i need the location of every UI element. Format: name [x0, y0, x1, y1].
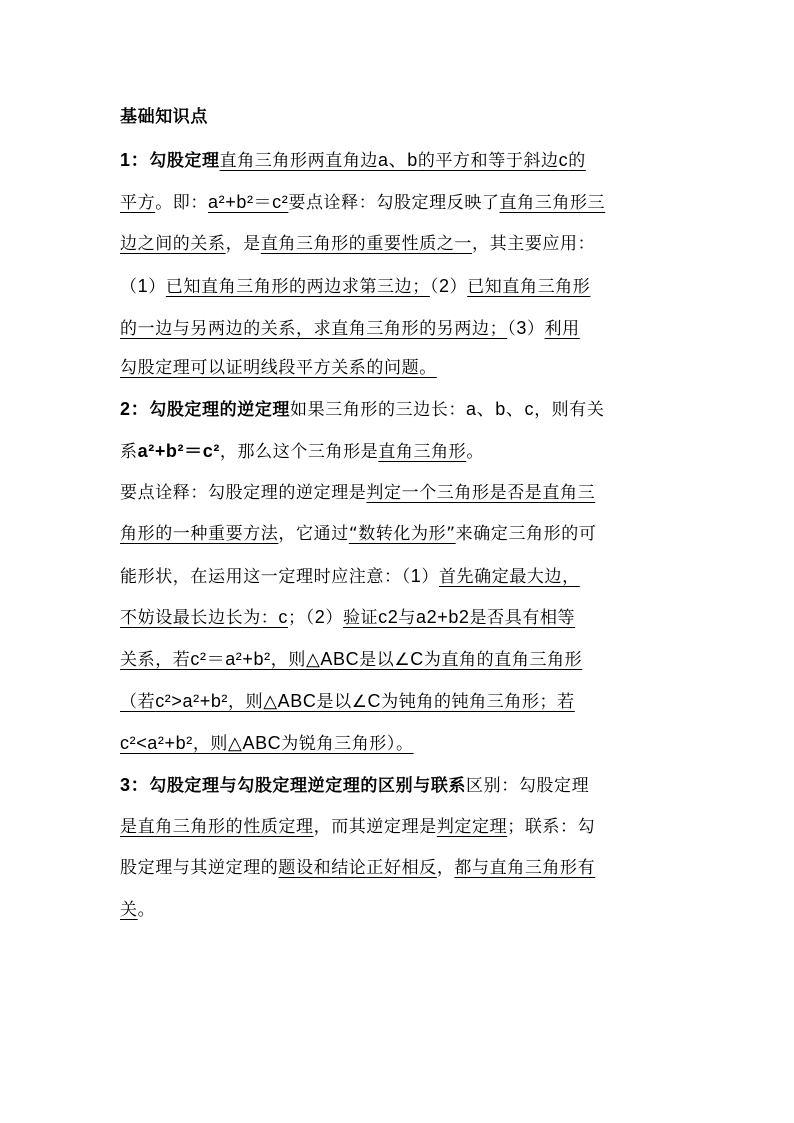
s2-l7-u2: ，则 — [270, 650, 306, 670]
s2-line-6 — [120, 604, 680, 631]
s3-line-3 — [120, 855, 680, 881]
s1-l6-u: 勾股定理可以证明线段平方关系的问题。 — [120, 358, 437, 378]
s1-l3-t2: ，其主要应用： — [472, 234, 596, 254]
s2-l4-u: 角形的一种重要方法 — [120, 524, 279, 544]
s3-l3-u: 题设和结论正好相反 — [278, 858, 437, 878]
s2-l5-u: 首先确定最大边， — [438, 567, 580, 587]
s2-l8-u: （若 — [120, 692, 156, 712]
s2-l8-u3: 是以∠ — [316, 692, 368, 712]
s1-def-part2: 的平方和等于斜边 — [417, 151, 559, 171]
s2-l3-t: 要点诠释：勾股定理的逆定理是 — [120, 483, 367, 503]
s2-l4-t: ，它通过 — [278, 524, 349, 544]
s2-line-2 — [120, 438, 680, 465]
s2-l9-triangle: △ABC — [228, 733, 282, 753]
s2-l7-C: C — [410, 649, 424, 669]
s2-l6-n: 2 — [314, 607, 326, 627]
s2-l4-t2: 来确定三角形的可 — [455, 524, 597, 544]
s2-l6-ab2: a2+b2 — [415, 607, 470, 627]
s2-line-8 — [120, 688, 680, 715]
s3-l2-t2: ；联系：勾 — [507, 817, 596, 837]
s2-l1-t2: ，则有关 — [534, 400, 605, 420]
s1-line-6 — [120, 355, 680, 381]
s1-line-2 — [120, 189, 680, 216]
s1-l2-u2: 直角三角形三 — [499, 193, 606, 213]
s3-line-1 — [120, 772, 680, 799]
s2-theorem-name: 勾股定理的逆定理 — [149, 400, 291, 420]
s2-line-1 — [120, 396, 680, 423]
s2-l1-t: 如果三角形的三边长： — [290, 400, 467, 420]
s2-l7-formula: c²＝a²+b² — [190, 649, 271, 669]
s1-c: c — [558, 150, 569, 170]
s3-l4-u: 关 — [120, 900, 138, 920]
s1-l3-u: 边之间的关系 — [120, 234, 226, 254]
s2-l6-u4: 是否具有相等 — [469, 608, 576, 628]
s1-def-part3: 的 — [568, 151, 586, 171]
s2-l6-u: 不妨设最长边长为： — [120, 608, 279, 628]
s2-l4-u2: “数转化为形” — [348, 524, 456, 544]
s2-l8-C: C — [367, 691, 382, 711]
s3-line-4 — [120, 897, 680, 923]
s2-l7-triangle: △ABC — [305, 649, 360, 669]
s3-l4-t: 。 — [137, 900, 156, 920]
s1-l4-u2: 已知直角三角形 — [467, 277, 591, 297]
s1-l4-t: （ — [120, 277, 138, 297]
s1-l3-t: ，是 — [225, 234, 261, 254]
s1-line-5 — [120, 315, 680, 342]
section-title: 基础知识点 — [120, 107, 208, 127]
s2-l6-u3: 与 — [398, 608, 416, 628]
s1-formula: a²+b²＝c² — [208, 192, 289, 212]
s1-l4-n2: 2 — [438, 276, 450, 296]
s3-l3-t: 股定理与其逆定理的 — [120, 858, 279, 878]
s2-l2-t3: 。 — [466, 442, 484, 462]
s1-l5-u2: 利用 — [544, 319, 580, 339]
s2-l9-u2: 为锐角三角形）。 — [281, 734, 414, 754]
s1-l4-t3: ） — [449, 277, 468, 297]
s2-l7-u: 关系，若 — [120, 650, 191, 670]
s3-l2-u2: 判定定理 — [436, 817, 508, 837]
s2-l9-formula: c²<a²+b² — [120, 733, 193, 753]
s1-l4-t2: （ — [429, 277, 439, 297]
s1-l5-t2: ） — [526, 319, 545, 339]
s1-ab: a、b — [378, 150, 418, 170]
s1-l5-t: （ — [507, 319, 517, 339]
s2-l2-t: 系 — [120, 442, 138, 462]
s1-l4-t1: ） — [148, 277, 166, 297]
s3-l1-t: 区别：勾股定理 — [466, 776, 590, 796]
s1-number: 1： — [120, 150, 150, 170]
s2-l7-u4: 为直角的直角三角形 — [423, 650, 583, 670]
s2-l1-abc: a、b、c — [466, 399, 535, 419]
s1-theorem-name: 勾股定理 — [149, 151, 220, 171]
s2-l6-t2: ） — [325, 608, 343, 628]
s2-l7-u3: 是以∠ — [359, 650, 411, 670]
s2-l2-u: 直角三角形 — [378, 442, 467, 462]
s1-l3-u2: 直角三角形的重要性质之一 — [260, 234, 473, 254]
s2-l8-formula: c²>a²+b² — [155, 691, 229, 711]
s2-l6-c: c — [278, 607, 289, 627]
s1-line-4 — [120, 273, 680, 300]
s2-l5-t: 能形状，在运用这一定理时应注意：（ — [120, 567, 411, 587]
s2-line-7 — [120, 646, 680, 673]
s1-l4-u1: 已知直角三角形的两边求第三边； — [165, 277, 430, 297]
s2-l8-u4: 为钝角的钝角三角形；若 — [381, 692, 575, 712]
s2-l3-u: 判定一个三角形是否是直角三 — [366, 483, 596, 503]
s2-l5-t2: ） — [421, 567, 439, 587]
s2-l8-triangle: △ABC — [263, 691, 317, 711]
s1-l2-u: 平方 — [120, 193, 156, 213]
s3-l2-t: ，而其逆定理是 — [313, 817, 437, 837]
s2-l6-c2: c2 — [378, 607, 399, 627]
s2-l5-n: 1 — [410, 566, 422, 586]
s2-formula: a²+b²＝c² — [137, 441, 220, 461]
s1-def-part1: 直角三角形两直角边 — [219, 151, 379, 171]
s2-l8-u2: ，则 — [228, 692, 264, 712]
s3-l3-t2: ， — [436, 858, 455, 878]
s1-l5-n: 3 — [516, 318, 527, 338]
s3-heading: 勾股定理与勾股定理逆定理的区别与联系 — [149, 776, 467, 796]
s1-l2-t: 。即： — [155, 193, 209, 213]
s2-l2-t2: ，那么这个三角形是 — [219, 442, 379, 462]
s2-number: 2： — [120, 399, 150, 419]
s1-l2-t2: 要点诠释：勾股定理反映了 — [288, 193, 500, 213]
s3-number: 3： — [120, 775, 150, 795]
s1-line-3 — [120, 231, 680, 257]
s2-line-3 — [120, 480, 680, 506]
s3-line-2 — [120, 814, 680, 840]
s2-line-5 — [120, 563, 680, 590]
s3-l2-u: 是直角三角形的性质定理 — [120, 817, 314, 837]
s3-l3-u2: 都与直角三角形有 — [454, 858, 596, 878]
s2-l6-u2: 验证 — [342, 608, 379, 628]
s1-line-1 — [120, 147, 680, 174]
s2-line-4 — [120, 521, 680, 547]
s2-line-9 — [120, 730, 680, 757]
s2-l6-t: ；（ — [288, 608, 315, 628]
s2-l9-u: ，则 — [192, 734, 229, 754]
s1-l4-n1: 1 — [137, 276, 149, 296]
s1-l5-u: 的一边与另两边的关系，求直角三角形的另两边； — [120, 319, 508, 339]
